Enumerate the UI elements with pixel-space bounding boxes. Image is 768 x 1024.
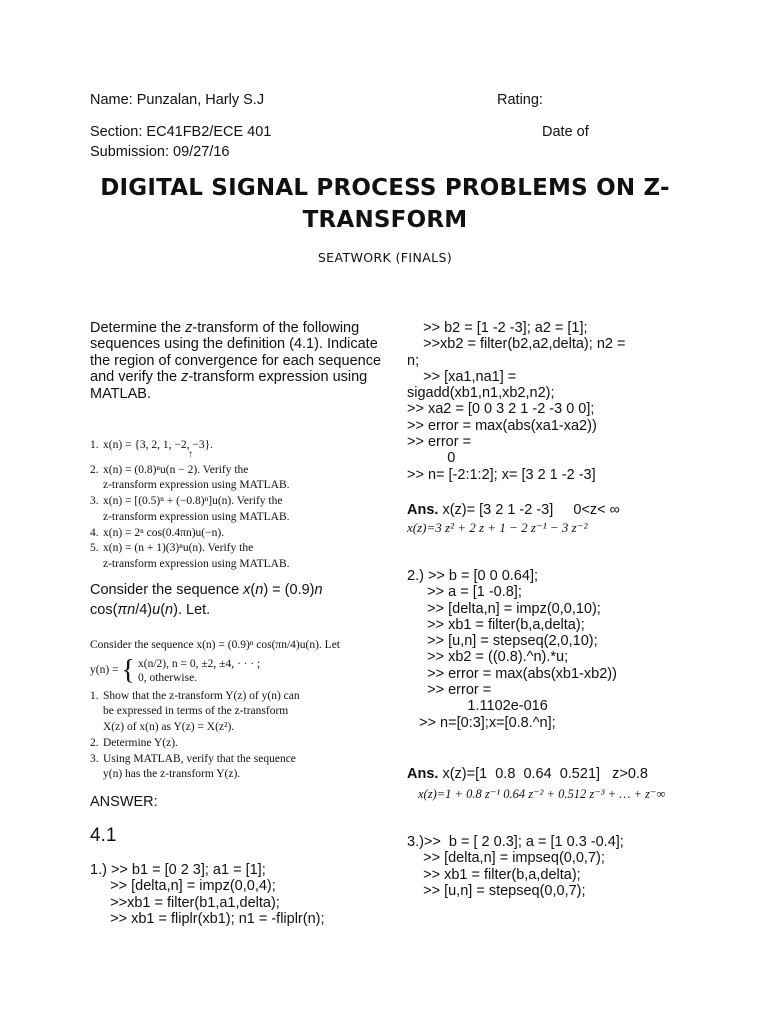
code-line: >> xb1 = fliplr(xb1); n1 = -fliplr(n);	[90, 910, 325, 927]
code-line: >> error = max(abs(xa1-xa2))	[407, 417, 597, 434]
code-line: >> a = [1 -0.8];	[407, 584, 522, 601]
document-subtitle: SEATWORK (FINALS)	[317, 250, 453, 265]
question-1	[90, 689, 390, 705]
code-line: >> b2 = [1 -2 -3]; a2 = [1];	[407, 320, 588, 336]
code-block-1	[90, 862, 400, 927]
code-line: >>xb1 = filter(b1,a1,delta);	[90, 894, 280, 911]
problem-number: 4.	[90, 526, 99, 539]
piecewise-definition	[90, 654, 390, 686]
consider-text: Consider the sequence	[90, 582, 244, 598]
code-line: >> [u,n] = stepseq(0,0,7);	[407, 882, 586, 899]
code-line: >> [delta,n] = impz(0,0,10);	[407, 600, 601, 617]
consider-text: ). Let.	[173, 602, 211, 618]
question-1-continued: X(z) of x(n) as Y(z) = X(z²).	[103, 721, 235, 734]
answer-1-equation: x(z)=3 z² + 2 z + 1 − 2 z⁻¹ − 3 z⁻²	[407, 520, 588, 535]
code-block-3	[407, 834, 717, 899]
problem-1-arrow-row	[90, 448, 390, 463]
question-3-continued: y(n) has the z-transform Y(z).	[103, 768, 241, 781]
question-1-continued: be expressed in terms of the z-transform	[103, 705, 289, 718]
title-line-1: DIGITAL SIGNAL PROCESS PROBLEMS ON Z-	[100, 175, 670, 201]
intro-z-1: z	[185, 320, 193, 336]
question-text: Determine Y(z).	[103, 736, 178, 749]
problem-text: x(n) = (0.8)ⁿu(n − 2). Verify the	[103, 463, 249, 476]
code-line: >> n=[0:3];x=[0.8.^n];	[407, 714, 556, 731]
problem-5	[90, 541, 390, 557]
code-line: >> xb1 = filter(b,a,delta);	[407, 866, 581, 883]
consider-box	[90, 638, 390, 783]
code-line: 1.) >> b1 = [0 2 3]; a1 = [1];	[90, 862, 266, 878]
intro-paragraph	[90, 320, 390, 402]
problem-number: 2.	[90, 463, 99, 476]
consider-var: x	[243, 582, 251, 598]
problem-5-continued: z-transform expression using MATLAB.	[103, 557, 290, 570]
piecewise-case-1: x(n/2), n = 0, ±2, ±4, · · · ;	[137, 657, 261, 670]
document-title	[90, 172, 680, 236]
piecewise-lhs: y(n) =	[90, 663, 119, 676]
problem-text: x(n) = [(0.5)ⁿ + (−0.8)ⁿ]u(n). Verify the	[103, 495, 283, 508]
intro-text-3: -transform expression using MATLAB.	[90, 369, 368, 402]
problem-list	[90, 438, 390, 573]
consider-text: ) = (0.9)	[263, 582, 315, 598]
question-2	[90, 736, 390, 752]
question-number: 2.	[90, 736, 99, 749]
problem-number: 3.	[90, 495, 99, 508]
name-field: Name: Punzalan, Harly S.J	[90, 92, 265, 108]
answer-2-equation: x(z)=1 + 0.8 z⁻¹ 0.64 z⁻² + 0.512 z⁻³ + … + z⁻∞	[418, 787, 666, 801]
title-line-2: TRANSFORM	[302, 207, 468, 233]
problem-number: 5.	[90, 542, 99, 555]
consider-var: n	[165, 602, 174, 618]
consider-paragraph	[90, 580, 390, 620]
problem-2-continued: z-transform expression using MATLAB.	[103, 479, 290, 492]
intro-text-1: Determine the	[90, 320, 186, 336]
consider-text: (	[250, 582, 256, 598]
code-line: 2.) >> b = [0 0 0.64];	[407, 568, 538, 584]
code-line: 1.1102e-016	[407, 698, 548, 715]
code-line: >> error = max(abs(xb1-xb2))	[407, 665, 617, 682]
code-line: n;	[407, 352, 420, 369]
answer-1	[407, 502, 697, 518]
code-line: >> xb1 = filter(b,a,delta);	[407, 616, 585, 633]
code-line: >> xa2 = [0 0 3 2 1 -2 -3 0 0];	[407, 401, 595, 418]
question-text: Using MATLAB, verify that the sequence	[103, 752, 296, 765]
arrow-up-icon: ↑	[188, 448, 193, 460]
code-line: >> error =	[407, 434, 472, 451]
piecewise-case-2: 0, otherwise.	[137, 671, 198, 684]
piecewise-cases	[138, 657, 260, 685]
section-4-1-heading: 4.1	[90, 825, 117, 846]
consider-var: u	[152, 602, 161, 618]
problem-2	[90, 463, 390, 479]
problem-text: x(n) = 2ⁿ cos(0.4πn)u(−n).	[103, 526, 225, 539]
code-line: 3.)>> b = [ 2 0.3]; a = [1 0.3 -0.4];	[407, 834, 624, 850]
code-line: >>xb2 = filter(b2,a2,delta); n2 =	[407, 336, 626, 353]
left-brace-icon: {	[121, 654, 135, 686]
consider-var: n	[314, 582, 323, 598]
code-line: >> n= [-2:1:2]; x= [3 2 1 -2 -3]	[407, 466, 596, 483]
answer-2	[407, 766, 697, 782]
problem-number: 1.	[90, 439, 99, 451]
problem-4	[90, 526, 390, 542]
intro-z-2: z	[181, 369, 189, 386]
consider-var: n	[127, 602, 136, 618]
answer-label: Ans.	[407, 766, 439, 782]
code-line: sigadd(xb1,n1,xb2,n2);	[407, 385, 555, 402]
question-3	[90, 752, 390, 768]
submission-field: Submission: 09/27/16	[90, 144, 230, 160]
date-of-label: Date of	[542, 124, 589, 140]
code-line: >> [delta,n] = impz(0,0,4);	[90, 878, 276, 895]
answer-label: Ans.	[407, 502, 439, 518]
consider-var: n	[255, 582, 264, 598]
problem-1	[90, 438, 390, 454]
consider-box-heading: Consider the sequence x(n) = (0.9)ⁿ cos(πn/4)u(n). Let	[90, 639, 340, 651]
code-line: >> xb2 = ((0.8).^n).*u;	[407, 649, 569, 666]
consider-text: (	[160, 602, 166, 618]
answer-label: ANSWER:	[90, 794, 158, 810]
code-block-1-continued	[407, 320, 707, 483]
code-line: >> error =	[407, 682, 492, 699]
code-line: >> [xa1,na1] =	[407, 368, 517, 385]
problem-3	[90, 494, 390, 510]
rating-field: Rating:	[497, 92, 543, 108]
consider-text: cos(	[90, 602, 118, 618]
code-line: >> [u,n] = stepseq(2,0,10);	[407, 633, 598, 650]
consider-text: /4)	[135, 602, 153, 618]
code-line: 0	[407, 450, 456, 467]
code-block-2	[407, 568, 707, 731]
intro-text-2: -transform of the following sequences using the definition (4.1). Indicate the region of convergence for each sequence and verify the	[90, 320, 382, 386]
section-field: Section: EC41FB2/ECE 401	[90, 124, 272, 140]
answer-text: x(z)=[1 0.8 0.64 0.521] z>0.8	[438, 766, 648, 782]
code-line: >> [delta,n] = impseq(0,0,7);	[407, 850, 605, 867]
problem-3-continued: z-transform expression using MATLAB.	[103, 510, 290, 523]
question-number: 3.	[90, 752, 99, 765]
problem-text: x(n) = {3, 2, 1, −2, −3}.	[103, 439, 214, 451]
problem-text: x(n) = (n + 1)(3)ⁿu(n). Verify the	[103, 542, 254, 555]
question-number: 1.	[90, 689, 99, 702]
question-text: Show that the z-transform Y(z) of y(n) can	[103, 689, 300, 702]
consider-var: π	[117, 602, 128, 618]
answer-text: x(z)= [3 2 1 -2 -3] 0<z< ∞	[438, 502, 621, 518]
